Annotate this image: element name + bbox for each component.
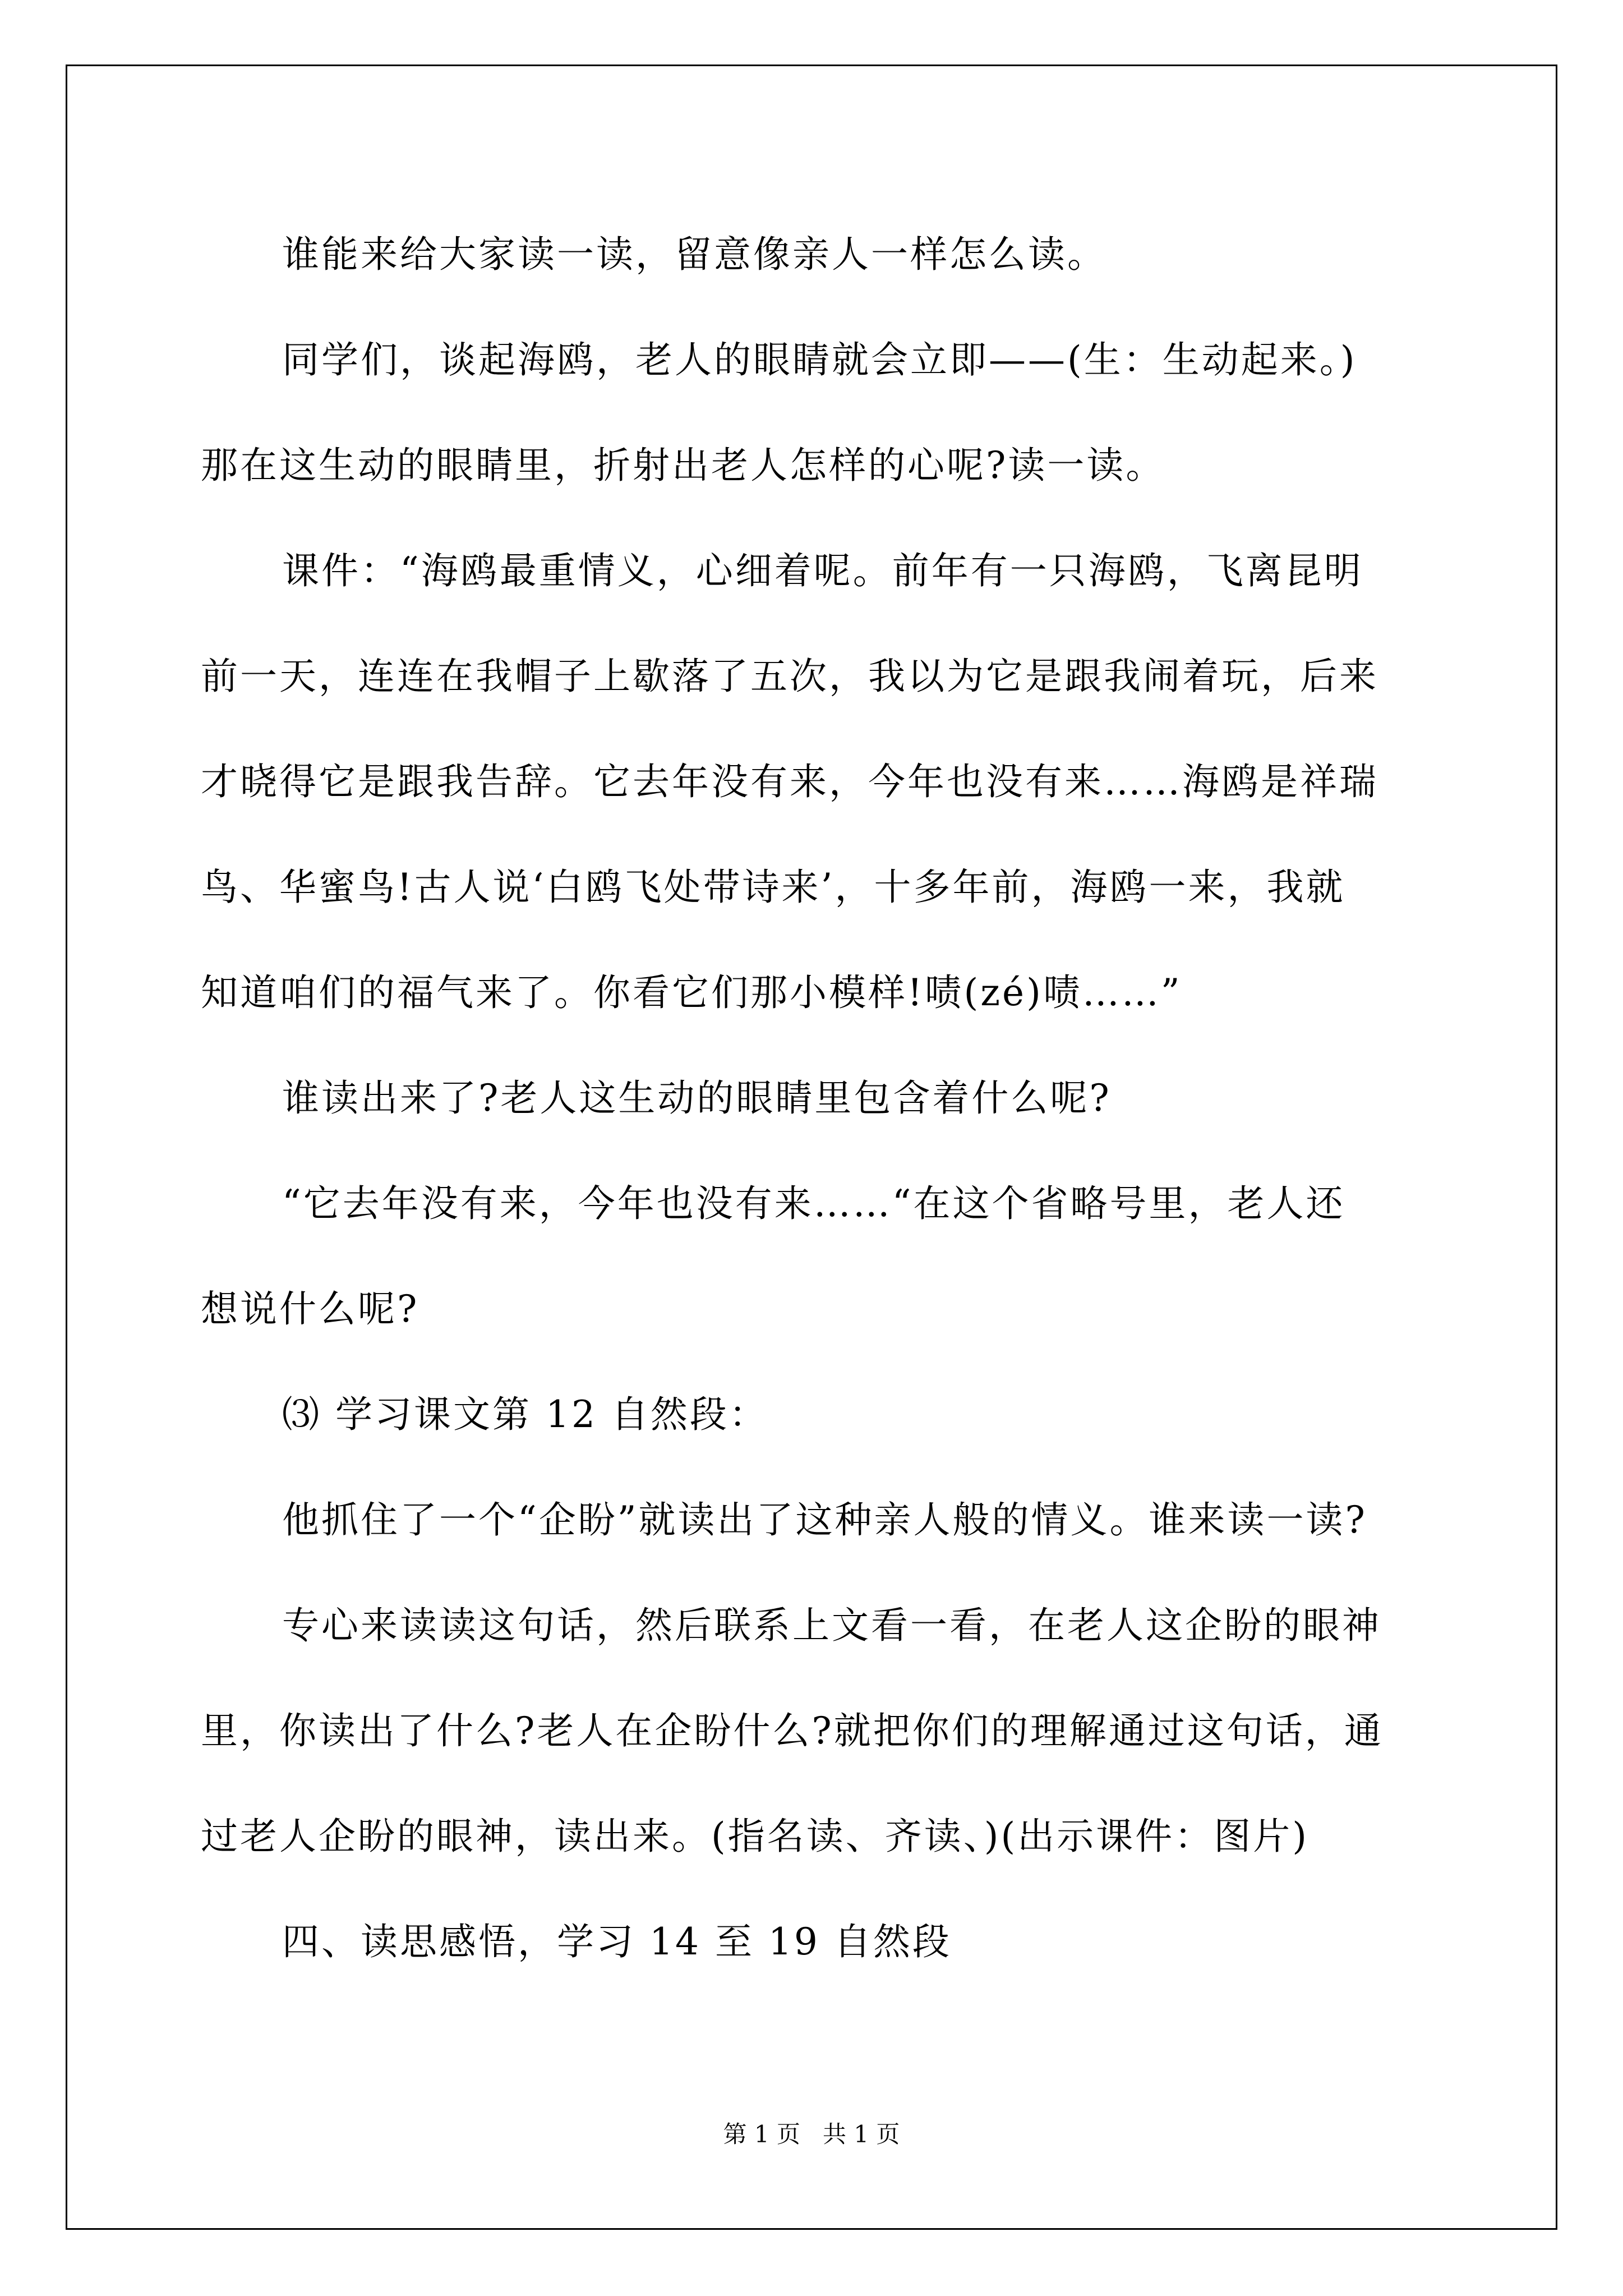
paragraph-line: 他抓住了一个“企盼”就读出了这种亲人般的情义。谁来读一读?: [282, 1498, 1367, 1542]
paragraph-line: 专心来读读这句话，然后联系上文看一看，在老人这企盼的眼神: [282, 1604, 1381, 1647]
paragraph-line: 谁能来给大家读一读，留意像亲人一样怎么读。: [282, 233, 1106, 276]
paragraph-line: 前一天，连连在我帽子上歇落了五次，我以为它是跟我闹着玩，后来: [201, 655, 1378, 698]
paragraph-line: 同学们，谈起海鸥，老人的眼睛就会立即——(生：生动起来。): [282, 338, 1357, 381]
paragraph-line: 鸟、华蜜鸟!古人说‘白鸥飞处带诗来’，十多年前，海鸥一来，我就: [201, 866, 1345, 909]
page-number: 第 1 页: [723, 2120, 800, 2148]
paragraph-line: 谁读出来了?老人这生动的眼睛里包含着什么呢?: [282, 1076, 1112, 1120]
paragraph-line: 想说什么呢?: [201, 1287, 419, 1331]
section-heading: ⑶ 学习课文第 12 自然段：: [282, 1393, 768, 1436]
section-heading: 四、读思感悟，学习 14 至 19 自然段: [282, 1920, 952, 1963]
paragraph-line: 那在这生动的眼睛里，折射出老人怎样的心呢?读一读。: [201, 444, 1165, 487]
paragraph-line: 课件：“海鸥最重情义，心细着呢。前年有一只海鸥，飞离昆明: [282, 549, 1363, 592]
paragraph-line: “它去年没有来，今年也没有来……“在这个省略号里，老人还: [282, 1182, 1345, 1225]
document-body: [201, 202, 1435, 1995]
paragraph-line: 过老人企盼的眼神，读出来。(指名读、齐读、)(出示课件：图片): [201, 1815, 1309, 1858]
paragraph-line: 知道咱们的福气来了。你看它们那小模样!啧(zé)啧……”: [201, 971, 1182, 1014]
paragraph-line: 才晓得它是跟我告辞。它去年没有来，今年也没有来……海鸥是祥瑞: [201, 760, 1378, 803]
page-footer: [0, 2118, 1623, 2151]
page-total: 共 1 页: [823, 2120, 900, 2148]
paragraph-line: 里，你读出了什么?老人在企盼什么?就把你们的理解通过这句话，通: [201, 1709, 1384, 1752]
